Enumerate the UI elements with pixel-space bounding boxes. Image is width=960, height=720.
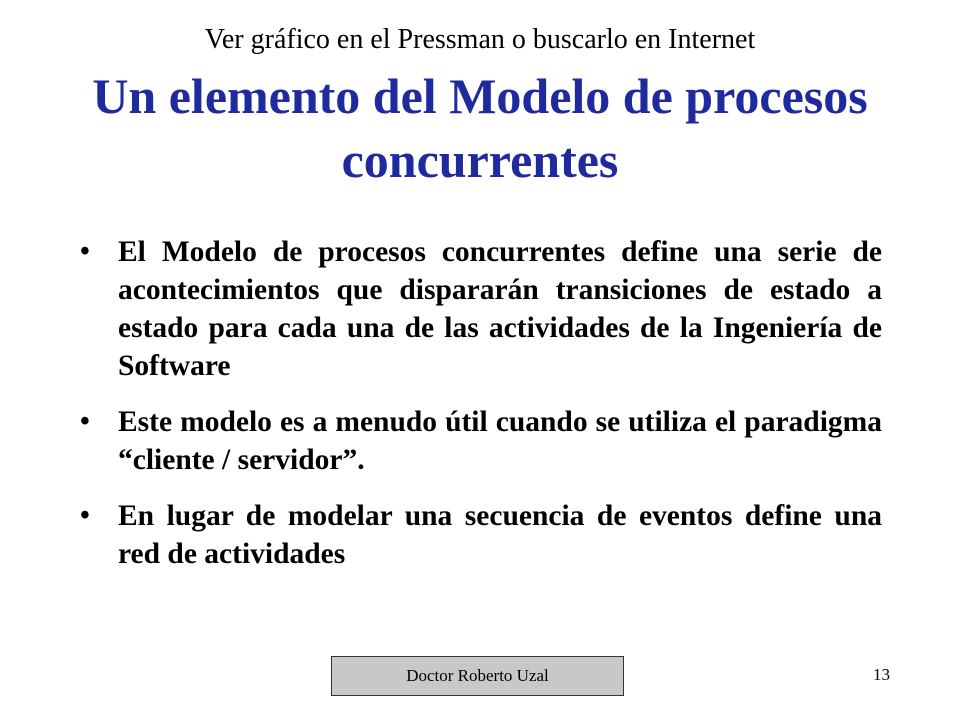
top-note: Ver gráfico en el Pressman o buscarlo en Internet xyxy=(204,24,756,55)
bullet-text: En lugar de modelar una secuencia de eventos define una red de actividades xyxy=(118,500,882,570)
bullet-list xyxy=(76,233,882,591)
bullet-icon: • xyxy=(80,236,90,267)
bullet-item xyxy=(76,497,882,573)
page-number: 13 xyxy=(873,665,890,684)
bullet-item xyxy=(76,233,882,385)
bullet-icon: • xyxy=(80,500,90,531)
bullet-item xyxy=(76,403,882,479)
bullet-text: El Modelo de procesos concurrentes define una serie de acontecimientos que dispararán transiciones de estado a estado para cada una de las actividades de la Ingeniería de Software xyxy=(118,236,882,382)
bullet-text: Este modelo es a menudo útil cuando se utiliza el paradigma “cliente / servidor”. xyxy=(118,406,882,476)
bullet-icon: • xyxy=(80,406,90,437)
footer-author-box: Doctor Roberto Uzal xyxy=(331,656,624,696)
slide-title: Un elemento del Modelo de procesos concurrentes xyxy=(92,68,868,188)
